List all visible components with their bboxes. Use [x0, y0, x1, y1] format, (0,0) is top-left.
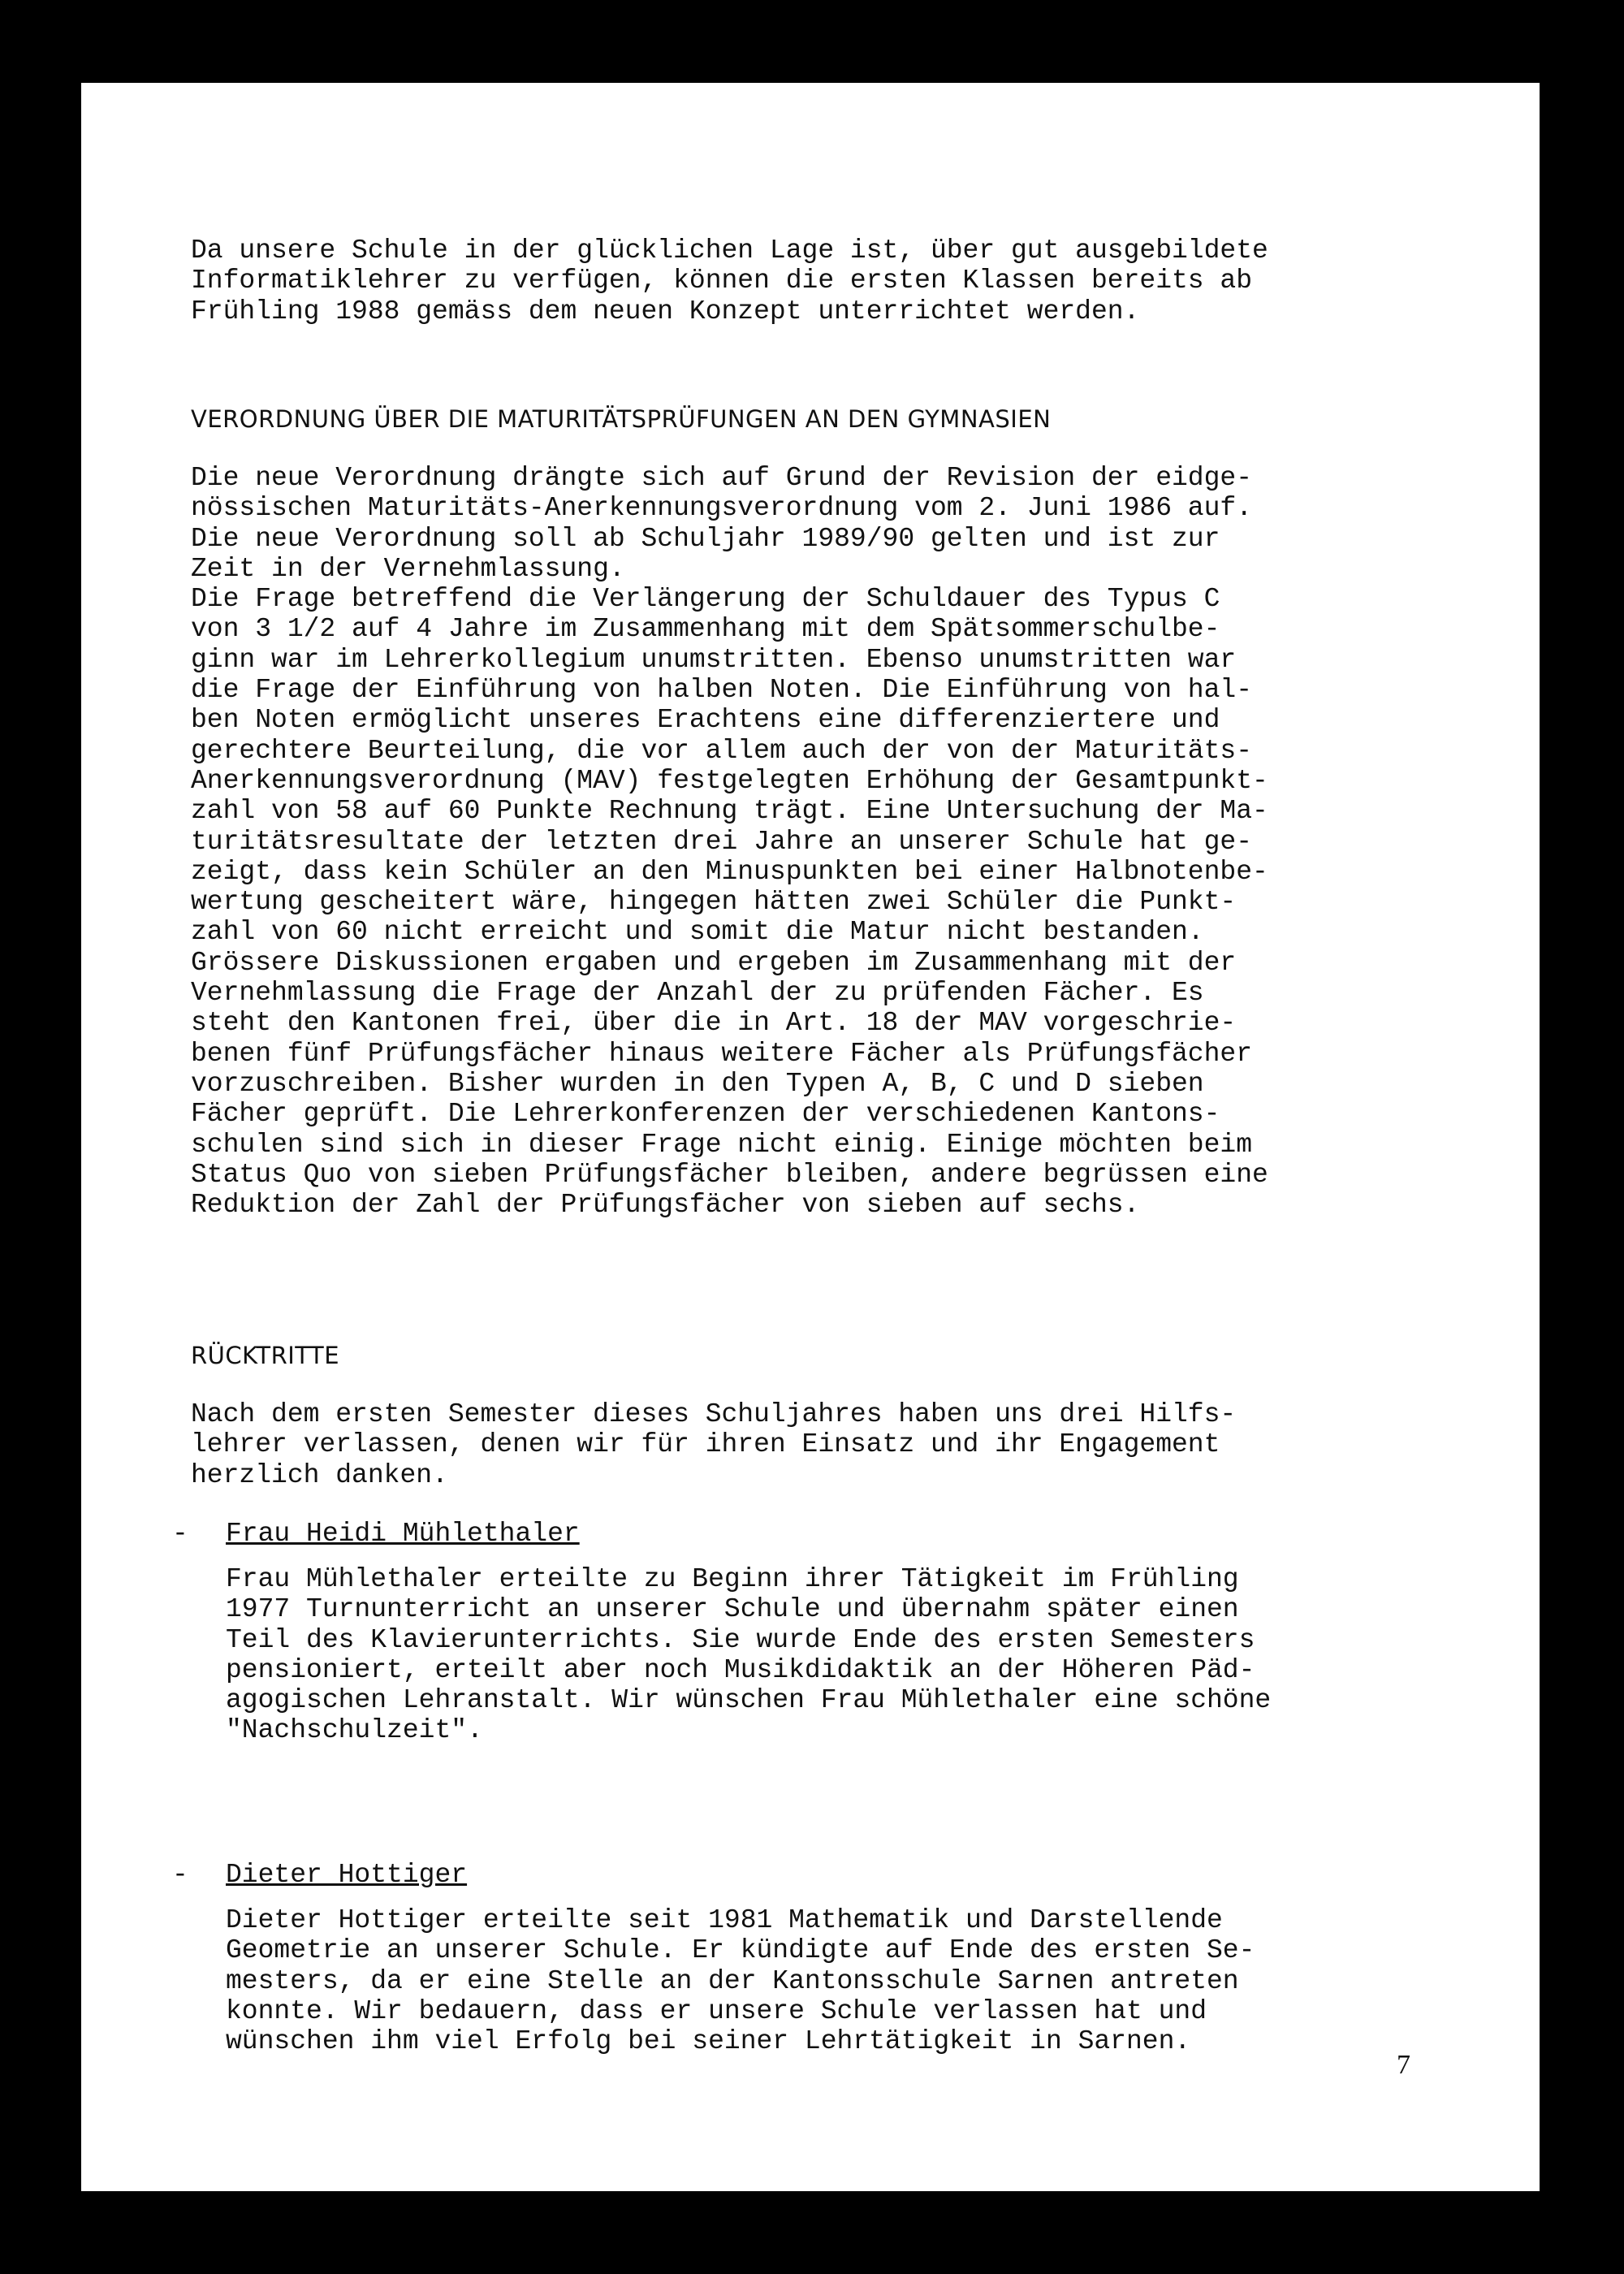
text-line: Zeit in der Vernehmlassung. — [191, 553, 625, 584]
text-line: lehrer verlassen, denen wir für ihren Einsatz und ihr Engagement — [191, 1429, 1220, 1460]
text-line: benen fünf Prüfungsfächer hinaus weitere Fächer als Prüfungsfächer — [191, 1038, 1253, 1069]
entry-paragraph-hottiger — [226, 1905, 1255, 2056]
text-line: mesters, da er eine Stelle an der Kantonsschule Sarnen antreten — [226, 1965, 1239, 1996]
text-line: pensioniert, erteilt aber noch Musikdidaktik an der Höheren Päd- — [226, 1654, 1255, 1685]
text-line: nössischen Maturitäts-Anerkennungsverordnung vom 2. Juni 1986 auf. — [191, 493, 1253, 524]
text-line: Geometrie an unserer Schule. Er kündigte auf Ende des ersten Se- — [226, 1935, 1255, 1966]
text-line: Frühling 1988 gemäss dem neuen Konzept unterrichtet werden. — [191, 296, 1140, 326]
list-dash: - — [172, 1860, 188, 1890]
text-line: wünschen ihm viel Erfolg bei seiner Lehrtätigkeit in Sarnen. — [226, 2026, 1191, 2057]
text-line: agogischen Lehranstalt. Wir wünschen Frau Mühlethaler eine schöne — [226, 1685, 1272, 1716]
text-line: die Frage der Einführung von halben Noten. Die Einführung von hal- — [191, 675, 1253, 706]
text-line: zeigt, dass kein Schüler an den Minuspunkten bei einer Halbnotenbe- — [191, 856, 1268, 887]
section-heading-mav: VERORDNUNG ÜBER DIE MATURITÄTSPRÜFUNGEN AN DEN GYMNASIEN — [191, 405, 1052, 433]
text-line: vorzuschreiben. Bisher wurden in den Typen A, B, C und D sieben — [191, 1068, 1204, 1099]
text-line: Status Quo von sieben Prüfungsfächer bleiben, andere begrüssen eine — [191, 1159, 1268, 1190]
text-line: Reduktion der Zahl der Prüfungsfächer von sieben auf sechs. — [191, 1190, 1140, 1221]
text-line: schulen sind sich in dieser Frage nicht einig. Einige möchten beim — [191, 1129, 1253, 1160]
text-line: turitätsresultate der letzten drei Jahre an unserer Schule hat ge- — [191, 826, 1253, 857]
text-line: Fächer geprüft. Die Lehrerkonferenzen der verschiedenen Kantons- — [191, 1099, 1220, 1130]
text-line: Die Frage betreffend die Verlängerung der Schuldauer des Typus C — [191, 584, 1220, 615]
text-line: Anerkennungsverordnung (MAV) festgelegten Erhöhung der Gesamtpunkt- — [191, 765, 1268, 796]
document-page — [81, 83, 1540, 2191]
text-line: konnte. Wir bedauern, dass er unsere Schule verlassen hat und — [226, 1995, 1207, 2026]
text-line: zahl von 58 auf 60 Punkte Rechnung trägt. Eine Untersuchung der Ma- — [191, 796, 1268, 827]
text-line: zahl von 60 nicht erreicht und somit die Matur nicht bestanden. — [191, 917, 1204, 948]
text-line: herzlich danken. — [191, 1459, 448, 1490]
text-line: gerechtere Beurteilung, die vor allem auch der von der Maturitäts- — [191, 735, 1253, 766]
text-line: Informatiklehrer zu verfügen, können die ersten Klassen bereits ab — [191, 266, 1253, 296]
text-line: ginn war im Lehrerkollegium unumstritten. Ebenso unumstritten war — [191, 644, 1237, 675]
entry-name-muehlethaler: Frau Heidi Mühlethaler — [226, 1519, 580, 1549]
text-line: von 3 1/2 auf 4 Jahre im Zusammenhang mit dem Spätsommerschulbe- — [191, 614, 1220, 645]
text-line: "Nachschulzeit". — [226, 1715, 483, 1746]
mav-paragraph — [191, 463, 1268, 1220]
page-number: 7 — [1397, 2050, 1410, 2080]
text-line: Die neue Verordnung soll ab Schuljahr 1989/90 gelten und ist zur — [191, 523, 1220, 554]
section-heading-ruecktritte: RÜCKTRITTE — [191, 1342, 340, 1369]
text-line: Grössere Diskussionen ergaben und ergeben im Zusammenhang mit der — [191, 947, 1237, 978]
text-line: steht den Kantonen frei, über die in Art. 18 der MAV vorgeschrie- — [191, 1008, 1237, 1039]
text-line: wertung gescheitert wäre, hingegen hätten zwei Schüler die Punkt- — [191, 887, 1237, 918]
text-line: 1977 Turnunterricht an unserer Schule und übernahm später einen — [226, 1594, 1239, 1625]
entry-name-hottiger: Dieter Hottiger — [226, 1860, 468, 1890]
text-line: Teil des Klavierunterrichts. Sie wurde Ende des ersten Semesters — [226, 1624, 1255, 1655]
text-line: Die neue Verordnung drängte sich auf Grund der Revision der eidge- — [191, 463, 1253, 493]
text-line: ben Noten ermöglicht unseres Erachtens eine differenziertere und — [191, 705, 1220, 736]
text-line: Nach dem ersten Semester dieses Schuljahres haben uns drei Hilfs- — [191, 1399, 1237, 1429]
text-line: Da unsere Schule in der glücklichen Lage ist, über gut ausgebildete — [191, 236, 1268, 266]
text-line: Frau Mühlethaler erteilte zu Beginn ihrer Tätigkeit im Frühling — [226, 1564, 1239, 1594]
ruecktritte-paragraph — [191, 1399, 1236, 1490]
entry-paragraph-muehlethaler — [226, 1564, 1271, 1746]
text-line: Vernehmlassung die Frage der Anzahl der zu prüfenden Fächer. Es — [191, 978, 1204, 1009]
text-line: Dieter Hottiger erteilte seit 1981 Mathematik und Darstellende — [226, 1905, 1223, 1935]
list-dash: - — [172, 1519, 188, 1549]
intro-paragraph — [191, 236, 1268, 326]
